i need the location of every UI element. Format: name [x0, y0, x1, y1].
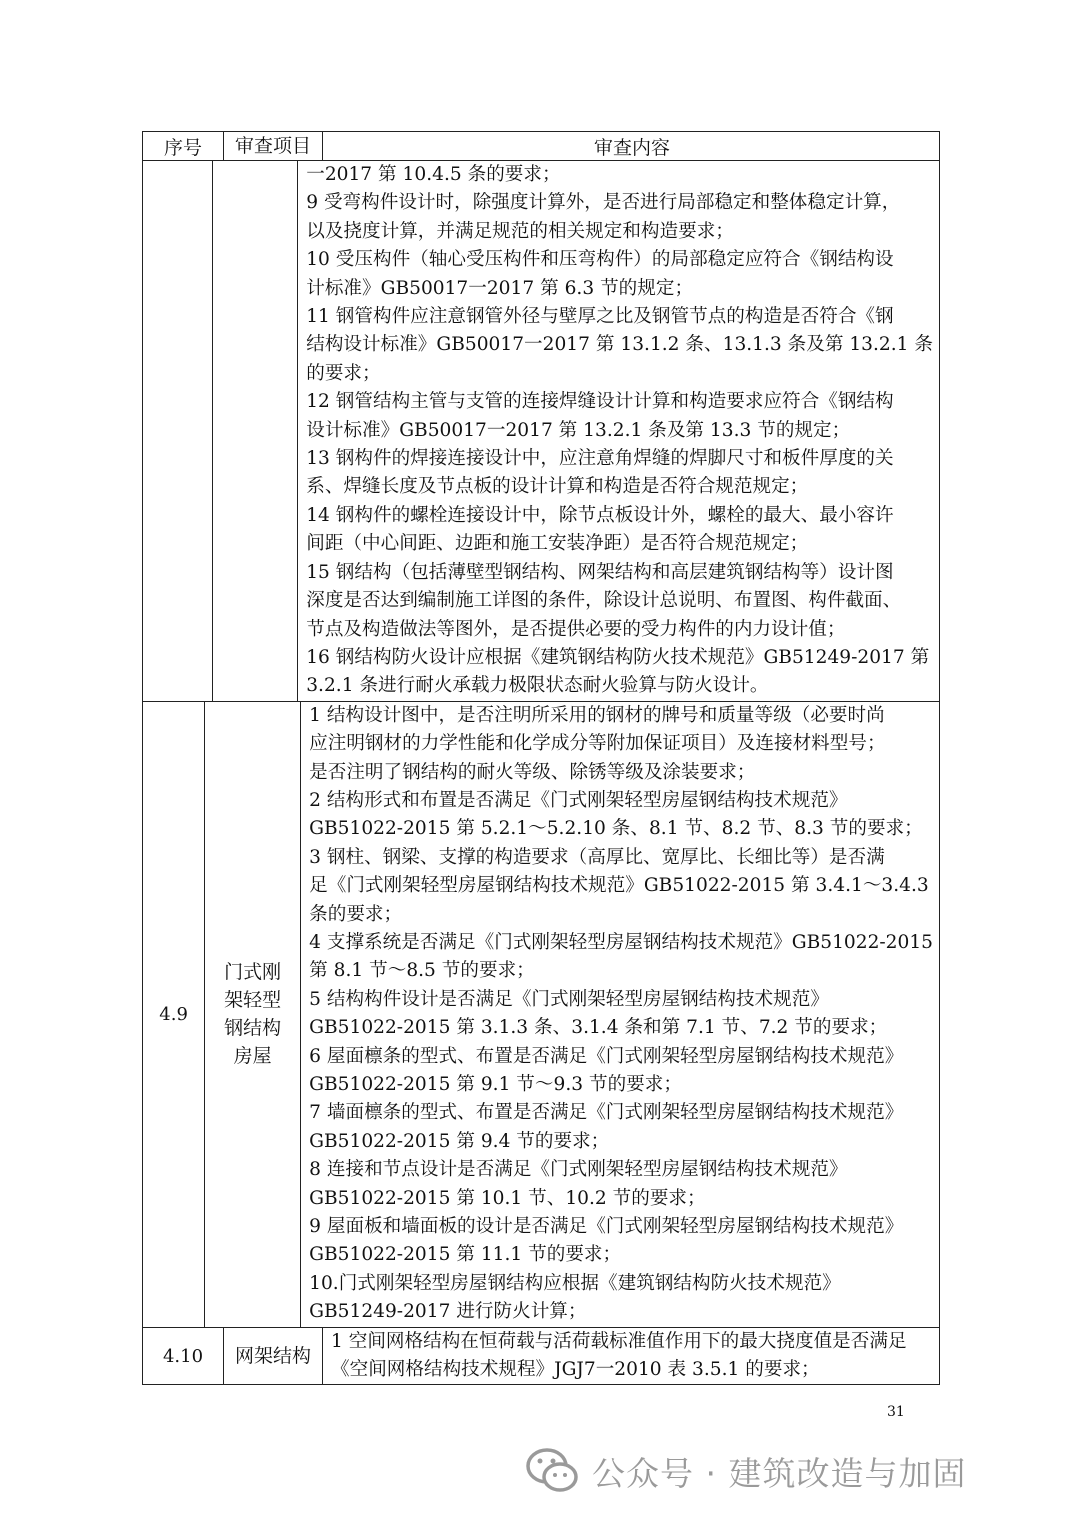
content-line: 间距（中心间距、边距和施工安装净距）是否符合规范规定；	[306, 533, 809, 555]
content-line: 1 结构设计图中，是否注明所采用的钢材的牌号和质量等级（必要时尚	[309, 704, 885, 726]
content-line: 5 结构构件设计是否满足《门式刚架轻型房屋钢结构技术规范》	[309, 988, 829, 1010]
content-line: 2 结构形式和布置是否满足《门式刚架轻型房屋钢结构技术规范》	[309, 789, 848, 811]
content-line: GB51022-2015 第 11.1 节的要求；	[309, 1244, 622, 1266]
content-line: 4 支撑系统是否满足《门式刚架轻型房屋钢结构技术规范》GB51022-2015	[309, 931, 933, 953]
header-no: 序号	[143, 132, 224, 160]
review-item	[213, 161, 298, 701]
content-line: GB51022-2015 第 10.1 节、10.2 节的要求；	[309, 1187, 706, 1209]
content-line: 系、焊缝长度及节点板的设计计算和构造是否符合规范规定；	[306, 476, 809, 498]
content-line: 节点及构造做法等图外，是否提供必要的受力构件的内力设计值；	[306, 618, 846, 640]
wechat-icon	[526, 1446, 580, 1496]
content-line: GB51022-2015 第 3.1.3 条、3.1.4 条和第 7.1 节、7.2 节的要求；	[309, 1017, 888, 1039]
content-line: 条的要求；	[309, 903, 403, 925]
content-line: 10.门式刚架轻型房屋钢结构应根据《建筑钢结构防火技术规范》	[309, 1272, 841, 1294]
watermark	[526, 1446, 966, 1496]
content-line: GB51022-2015 第 9.4 节的要求；	[309, 1130, 610, 1152]
content-line: 16 钢结构防火设计应根据《建筑钢结构防火技术规范》GB51249-2017 第	[306, 646, 930, 668]
content-line: 第 8.1 节～8.5 节的要求；	[309, 960, 535, 982]
content-line: 足《门式刚架轻型房屋钢结构技术规范》GB51022-2015 第 3.4.1～3.4.3	[309, 875, 929, 897]
table-row	[143, 701, 939, 1327]
content-line: 6 屋面檩条的型式、布置是否满足《门式刚架轻型房屋钢结构技术规范》	[309, 1045, 904, 1067]
content-line: GB51022-2015 第 9.1 节～9.3 节的要求；	[309, 1074, 682, 1095]
content-line: 13 钢构件的焊接连接设计中，应注意角焊缝的焊脚尺寸和板件厚度的关	[306, 448, 894, 470]
row-number: 4.10	[143, 1328, 224, 1385]
header-content: 审查内容	[593, 136, 670, 159]
content-line: 9 受弯构件设计时，除强度计算外，是否进行局部稳定和整体稳定计算，	[306, 192, 901, 214]
content-line: 一2017 第 10.4.5 条的要求；	[306, 164, 561, 185]
content-line: 结构设计标准》GB50017一2017 第 13.1.2 条、13.1.3 条及第 13.2.1 条	[306, 334, 933, 356]
content-line: 7 墙面檩条的型式、布置是否满足《门式刚架轻型房屋钢结构技术规范》	[309, 1102, 904, 1124]
content-line: 计标准》GB50017一2017 第 6.3 节的规定；	[306, 277, 694, 299]
content-line: 9 屋面板和墙面板的设计是否满足《门式刚架轻型房屋钢结构技术规范》	[309, 1216, 904, 1238]
review-content	[298, 161, 939, 701]
header-item: 审查项目	[224, 132, 323, 160]
content-line: 深度是否达到编制施工详图的条件，除设计总说明、布置图、构件截面、	[306, 590, 902, 612]
content-line: 3.2.1 条进行耐火承载力极限状态耐火验算与防火设计。	[306, 675, 769, 697]
review-content	[301, 702, 939, 1327]
table-row	[143, 160, 939, 701]
content-line: 以及挠度计算，并满足规范的相关规定和构造要求；	[306, 220, 734, 242]
content-line: 1 空间网格结构在恒荷载与活荷载标准值作用下的最大挠度值是否满足	[331, 1330, 907, 1352]
page-number: 31	[887, 1404, 905, 1420]
table-row	[143, 1327, 939, 1385]
review-table	[142, 131, 940, 1385]
review-item: 门式刚架轻型钢结构房屋	[205, 702, 301, 1327]
content-line: 3 钢柱、钢梁、支撑的构造要求（高厚比、宽厚比、长细比等）是否满	[309, 846, 885, 868]
content-line: 应注明钢材的力学性能和化学成分等附加保证项目）及连接材料型号；	[309, 733, 886, 755]
content-line: 10 受压构件（轴心受压构件和压弯构件）的局部稳定应符合《钢结构设	[306, 249, 894, 271]
row-number	[143, 161, 213, 701]
content-line: 12 钢管结构主管与支管的连接焊缝设计计算和构造要求应符合《钢结构	[306, 391, 894, 413]
content-line: 11 钢管构件应注意钢管外径与壁厚之比及钢管节点的构造是否符合《钢	[306, 306, 894, 328]
content-line: GB51249-2017 进行防火计算；	[309, 1301, 587, 1323]
content-line: 14 钢构件的螺栓连接设计中，除节点板设计外，螺栓的最大、最小容许	[306, 504, 894, 526]
review-item: 网架结构	[224, 1328, 323, 1385]
content-line: 8 连接和节点设计是否满足《门式刚架轻型房屋钢结构技术规范》	[309, 1159, 848, 1181]
table-header	[143, 132, 939, 160]
row-number: 4.9	[143, 702, 205, 1327]
content-line: 是否注明了钢结构的耐火等级、除锈等级及涂装要求；	[309, 761, 756, 783]
review-content	[323, 1328, 939, 1385]
content-line: GB51022-2015 第 5.2.1～5.2.10 条、8.1 节、8.2 节、8.3 节的要求；	[309, 818, 923, 840]
watermark-text: 公众号 · 建筑改造与加固	[592, 1453, 967, 1493]
content-line: 的要求；	[306, 362, 381, 384]
content-line: 15 钢结构（包括薄壁型钢结构、网架结构和高层建筑钢结构等）设计图	[306, 561, 894, 583]
content-line: 《空间网格结构技术规程》JGJ7一2010 表 3.5.1 的要求；	[331, 1359, 820, 1381]
content-line: 设计标准》GB50017一2017 第 13.2.1 条及第 13.3 节的规定；	[306, 419, 851, 441]
